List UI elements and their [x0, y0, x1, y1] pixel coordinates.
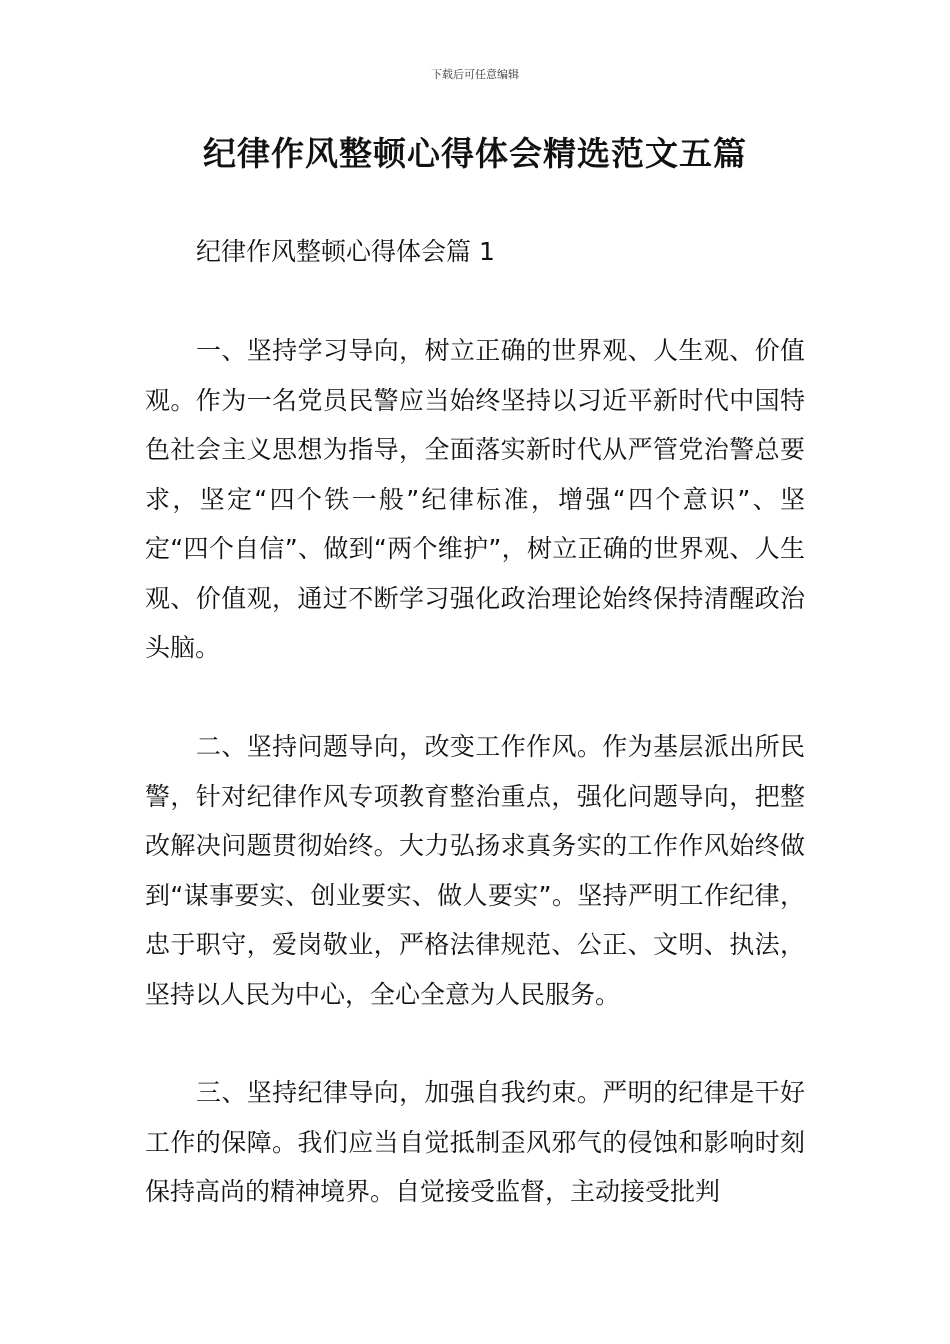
paragraph-3: 三、坚持纪律导向，加强自我约束。严明的纪律是干好工作的保障。我们应当自觉抵制歪风邪气的侵蚀和影响时刻保持高尚的精神境界。自觉接受监督，主动接受批判: [145, 1078, 805, 1206]
document-title: 纪律作风整顿心得体会精选范文五篇: [203, 134, 747, 173]
section-heading: 纪律作风整顿心得体会篇 1: [196, 237, 495, 266]
paragraph-2: 二、坚持问题导向，改变工作作风。作为基层派出所民警，针对纪律作风专项教育整治重点，强化问题导向，把整改解决问题贯彻始终。大力弘扬求真务实的工作作风始终做到“谋事要实、创业要实、做人要实”。坚持严明工作纪律，忠于职守，爱岗敬业，严格法律规范、公正、文明、执法，坚持以人民为中心，全心全意为人民服务。: [145, 732, 805, 1009]
paragraph-1: 一、坚持学习导向，树立正确的世界观、人生观、价值观。作为一名党员民警应当始终坚持以习近平新时代中国特色社会主义思想为指导，全面落实新时代从严管党治警总要求，坚定“四个铁一般”纪律标准，增强“四个意识”、坚定“四个自信”、做到“两个维护”，树立正确的世界观、人生观、价值观，通过不断学习强化政治理论始终保持清醒政治头脑。: [145, 336, 805, 662]
header-note: 下载后可任意编辑: [431, 68, 519, 81]
